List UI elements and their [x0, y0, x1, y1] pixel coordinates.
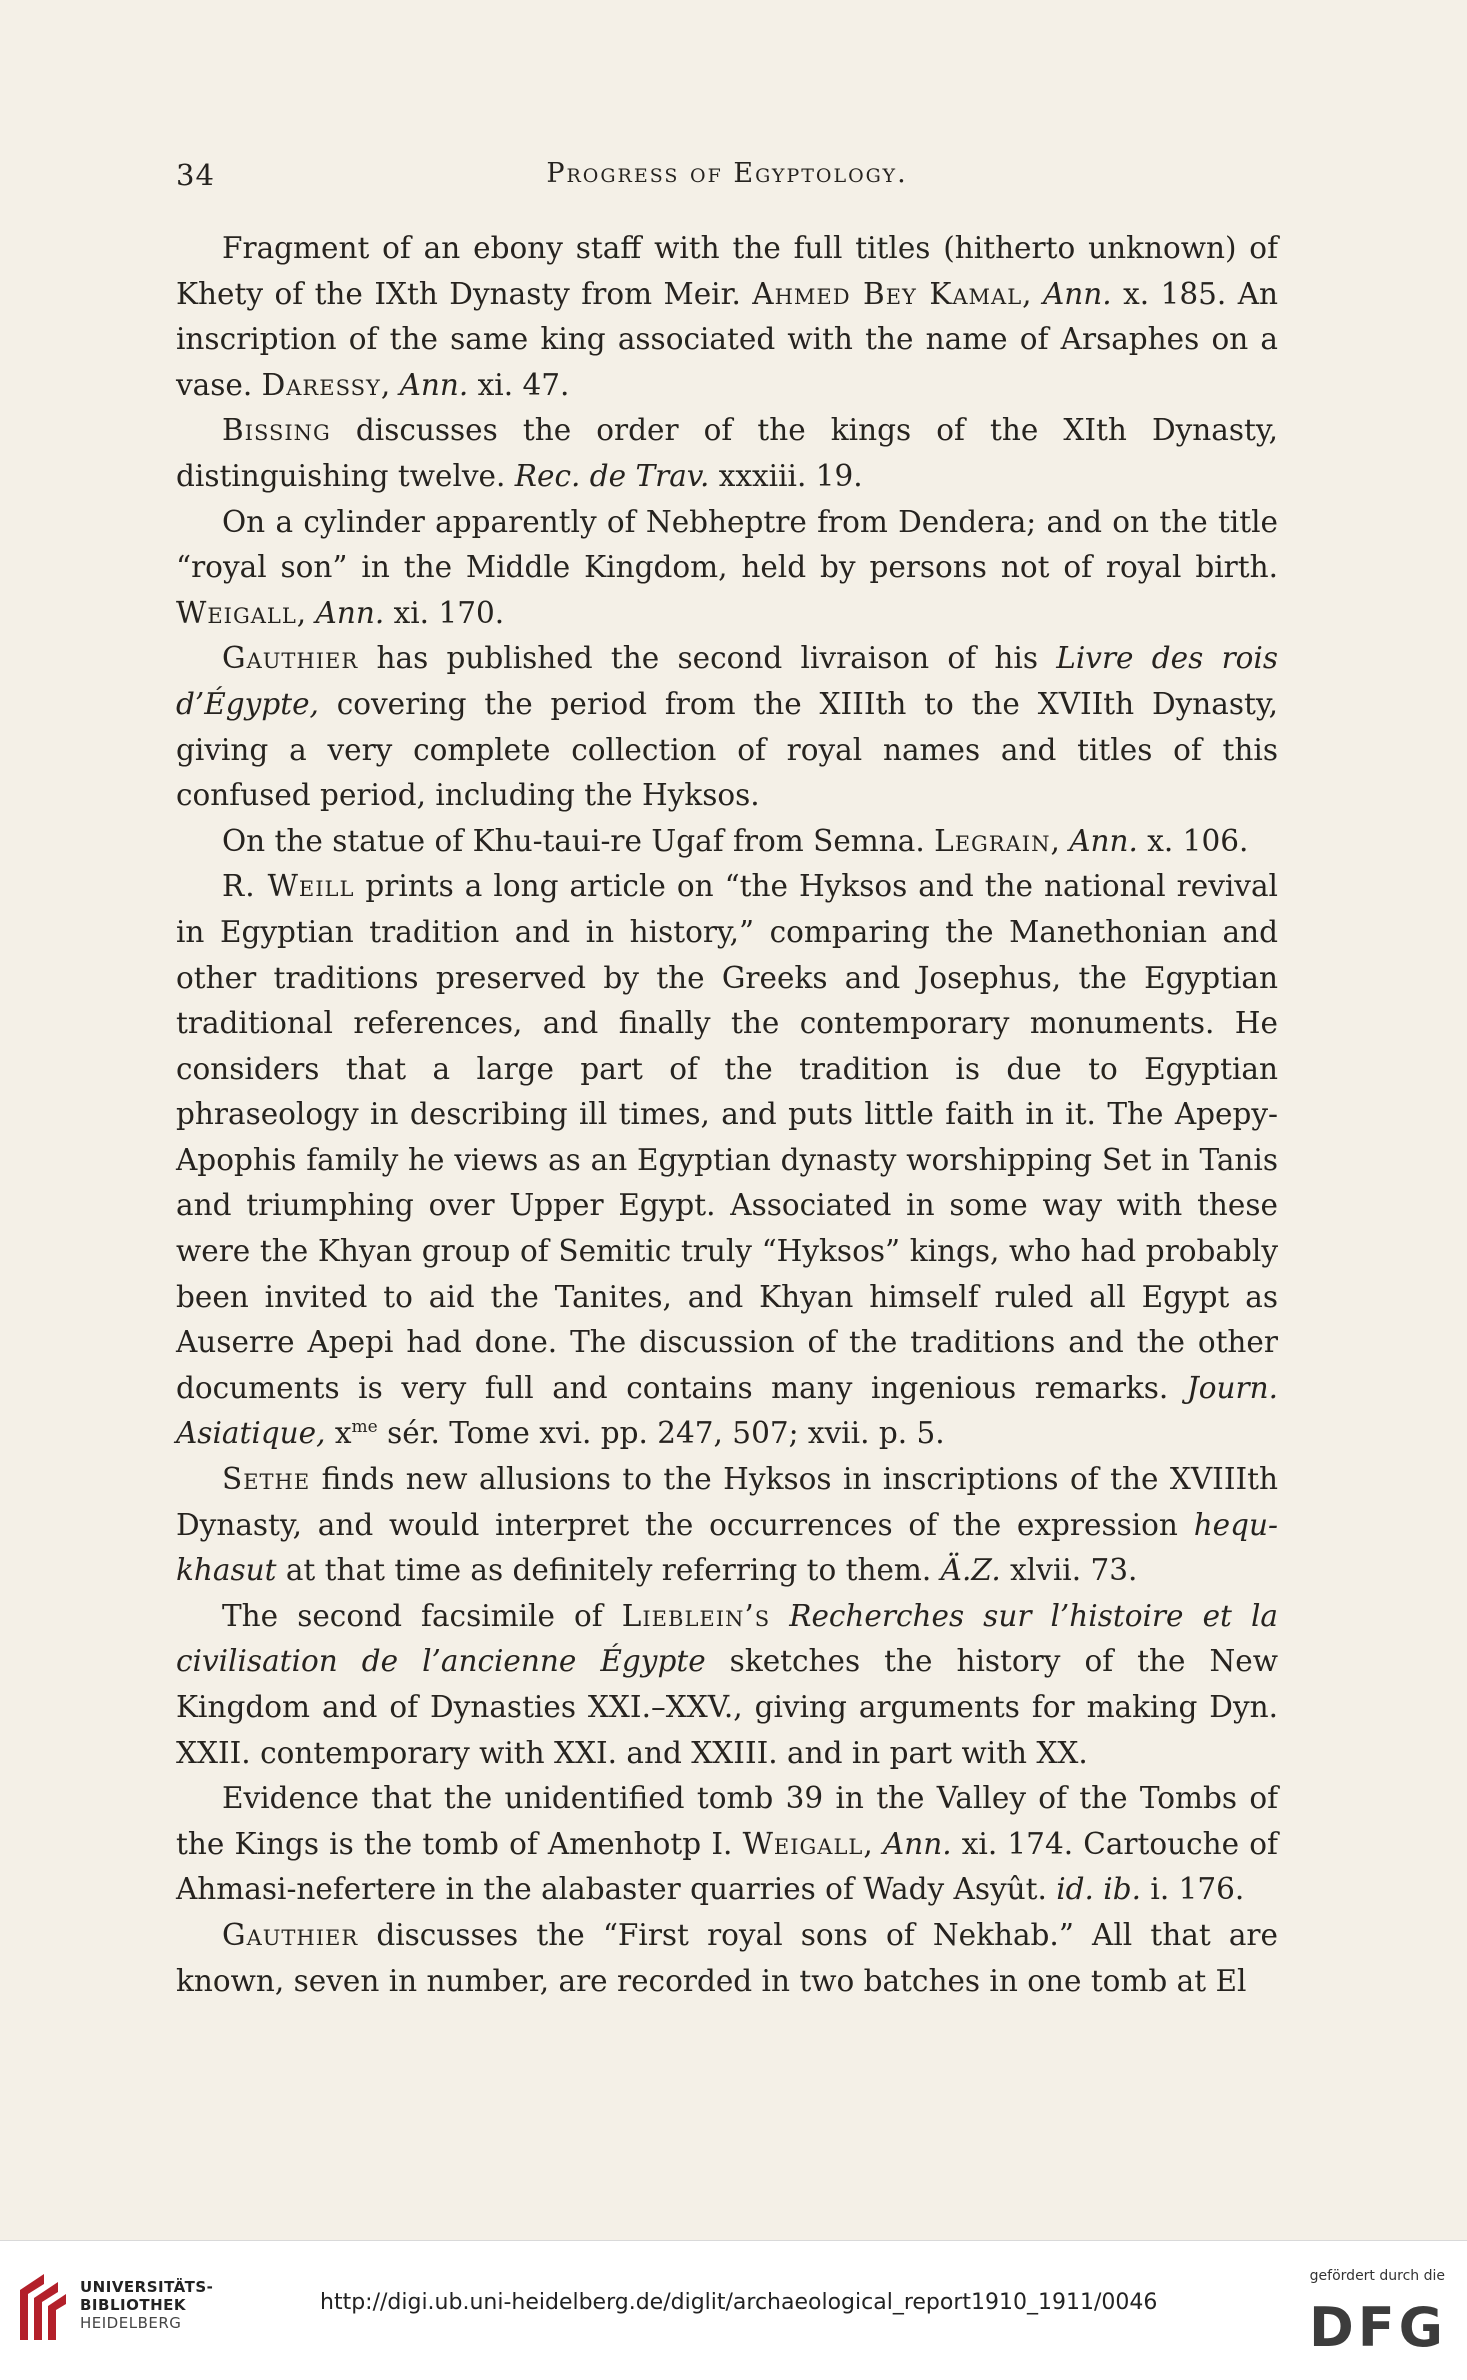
author-name: Gauthier	[222, 641, 359, 676]
paragraph-1: Fragment of an ebony staff with the full titles (hitherto unknown) of Khety of the IXth Dynasty from Meir. Ahmed Bey Kamal, Ann. x. 185. An inscription of the same king associated with the name of Arsaphes on a vase. Daressy, Ann. xi. 47.	[176, 231, 1279, 402]
citation: Ann.	[1042, 276, 1112, 311]
book-title: Livre des rois d’Égypte,	[176, 641, 1278, 721]
citation: id. ib.	[1056, 1872, 1142, 1907]
author-name: Bissing	[222, 413, 331, 448]
paragraph-7: Sethe finds new allusions to the Hyksos in inscriptions of the XVIIIth Dynasty, and would interpret the occurrences of the expression hequ-khasut at that time as definitely referring to them. Ä.Z. xlvii. 73.	[176, 1462, 1278, 1588]
paragraph-3: On a cylinder apparently of Nebheptre from Dendera; and on the title “royal son” in the Middle Kingdom, held by persons not of royal birth. Weigall, Ann. xi. 170.	[176, 504, 1278, 630]
citation: Ann.	[315, 595, 385, 630]
body-text	[176, 226, 1278, 2004]
superscript: me	[351, 1417, 378, 1438]
citation: Ä.Z.	[940, 1553, 1001, 1588]
paragraph-10: Gauthier discusses the “First royal sons of Nekhab.” All that are known, seven in number, are recorded in two batches in one tomb at El	[176, 1917, 1278, 1998]
citation: Rec. de Trav.	[514, 458, 710, 493]
author-name: Legrain	[934, 823, 1051, 858]
author-name: R. Weill	[222, 869, 355, 904]
author-name: Sethe	[222, 1462, 311, 1497]
citation: Journ. Asiatique,	[176, 1370, 1278, 1451]
paragraph-5: On the statue of Khu-taui-re Ugaf from Semna. Legrain, Ann. x. 106.	[222, 823, 1249, 858]
author-name: Weigall	[176, 595, 297, 630]
dfg-logo: DFG	[1308, 2296, 1447, 2359]
author-name: Lieblein’s	[621, 1598, 771, 1633]
paragraph-8: The second facsimile of Lieblein’s Recherches sur l’histoire et la civilisation de l’ancienne Égypte sketches the history of the New Kingdom and of Dynasties XXI.–XXV., giving arguments for making Dyn. XXII. contemporary with XXI. and XXIII. and in part with XX.	[176, 1598, 1278, 1770]
citation: Ann.	[399, 367, 469, 402]
library-name: UNIVERSITÄTS- BIBLIOTHEK HEIDELBERG	[80, 2278, 214, 2332]
author-name: Ahmed Bey Kamal	[752, 276, 1023, 311]
author-name: Daressy	[261, 367, 381, 402]
paragraph-9: Evidence that the unidentified tomb 39 in the Valley of the Tombs of the Kings is the tomb of Amenhotp I. Weigall, Ann. xi. 174. Cartouche of Ahmasi-nefertere in the alabaster quarries of Wady Asyût. id. ib. i. 176.	[176, 1781, 1278, 1907]
citation: Ann.	[1069, 823, 1138, 858]
funding-label: gefördert durch die	[1309, 2268, 1445, 2284]
author-name: Weigall	[742, 1826, 864, 1861]
author-name: Gauthier	[222, 1917, 359, 1952]
paragraph-4: Gauthier has published the second livraison of his Livre des rois d’Égypte, covering the period from the XIIIth to the XVIIth Dynasty, giving a very complete collection of royal names and titles of this confused period, including the Hyksos.	[176, 641, 1278, 813]
footer-divider	[0, 2240, 1467, 2241]
running-head: Progress of Egyptology.	[546, 158, 908, 189]
viewer-footer	[0, 2240, 1467, 2380]
citation: Ann.	[882, 1826, 952, 1861]
permalink-url[interactable]: http://digi.ub.uni-heidelberg.de/diglit/archaeological_report1910_1911/0046	[320, 2290, 1158, 2315]
paragraph-2: Bissing discusses the order of the kings of the XIth Dynasty, distinguishing twelve. Rec. de Trav. xxxiii. 19.	[176, 413, 1278, 493]
book-title: Recherches sur l’histoire et la civilisation de l’ancienne Égypte	[176, 1598, 1278, 1679]
page-number: 34	[176, 158, 215, 192]
paragraph-6: R. Weill prints a long article on “the Hyksos and the national revival in Egyptian tradition and in history,” comparing the Manethonian and other traditions preserved by the Greeks and Josephus, the Egyptian traditional references, and finally the contemporary monuments. He considers that a large part of the tradition is due to Egyptian phraseology in describing ill times, and puts little faith in it. The Apepy-Apophis family he views as an Egyptian dynasty worshipping Set in Tanis and triumphing over Upper Egypt. Associated in some way with these were the Khyan group of Semitic truly “Hyksos” kings, who had probably been invited to aid the Tanites, and Khyan himself ruled all Egypt as Auserre Apepi had done. The discussion of the traditions and the other documents is very full and contains many ingenious remarks. Journ. Asiatique, $x^{me}$ sér. Tome xvi. pp. 247, 507; xvii. p. 5.	[176, 869, 1278, 1451]
term: hequ-khasut	[176, 1507, 1278, 1588]
page-header	[176, 158, 1278, 202]
library-logo-icon	[14, 2270, 70, 2342]
